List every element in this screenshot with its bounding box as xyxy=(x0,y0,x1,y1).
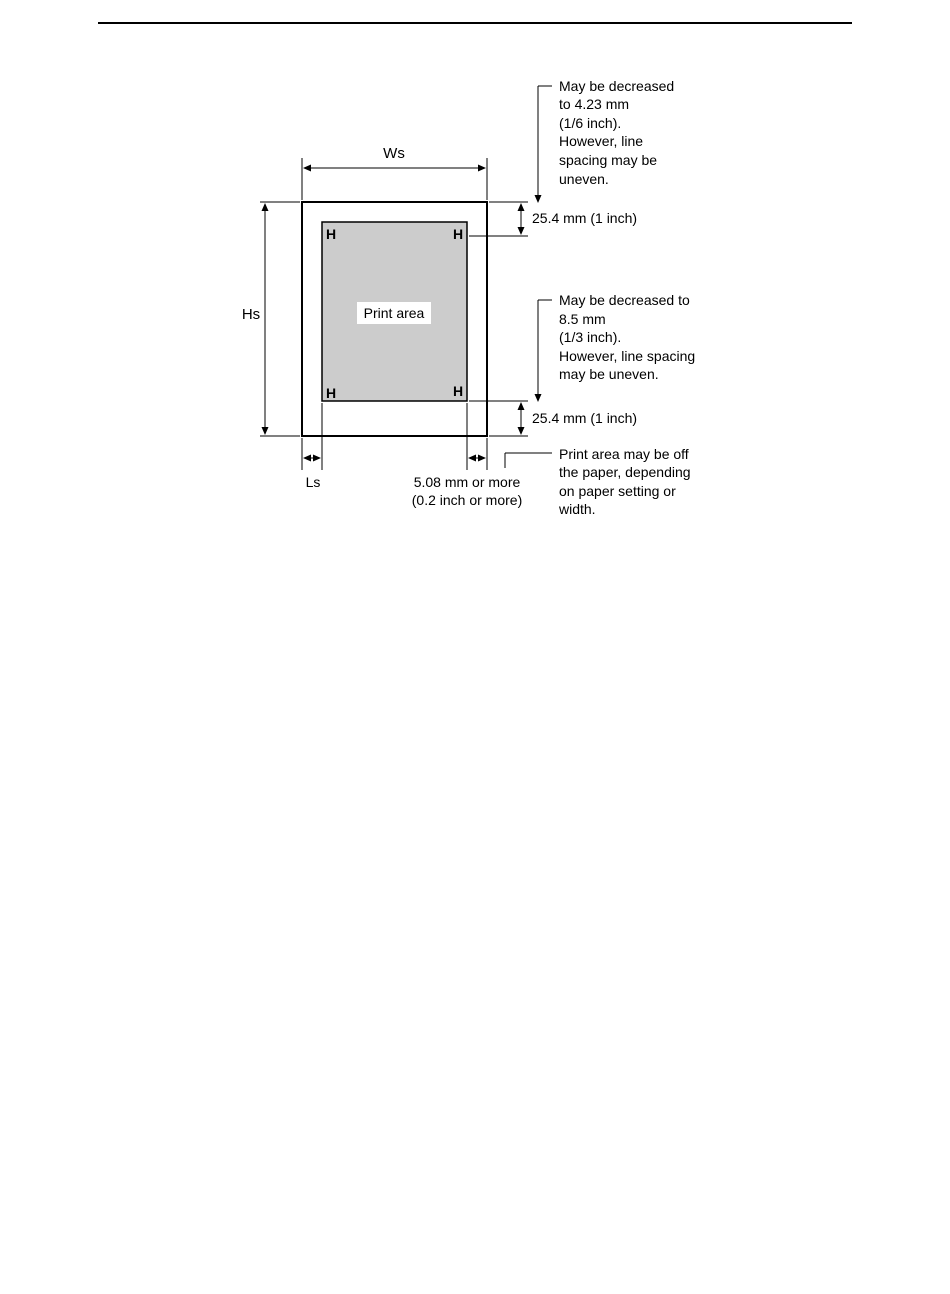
bottom-note-line: may be uneven. xyxy=(559,366,659,382)
ls-label: Ls xyxy=(305,474,321,490)
top-margin-label: 25.4 mm (1 inch) xyxy=(532,210,638,226)
right-note-line: Print area may be off xyxy=(559,446,689,462)
top-note-line: However, line xyxy=(559,133,644,149)
corner-mark-bottom-right: H xyxy=(453,383,464,399)
right-note-line: width. xyxy=(559,501,596,517)
ws-label: Ws xyxy=(383,145,405,162)
right-note-line: the paper, depending xyxy=(559,464,691,480)
corner-mark-top-left: H xyxy=(326,226,337,242)
corner-mark-bottom-left: H xyxy=(326,385,337,401)
right-note xyxy=(558,446,694,517)
top-note-line: to 4.23 mm xyxy=(559,96,630,112)
hs-label: Hs xyxy=(241,306,261,323)
right-margin-label-line1: 5.08 mm or more xyxy=(413,474,521,490)
top-note-line: spacing may be xyxy=(559,152,658,168)
bottom-note-line: May be decreased to xyxy=(559,292,690,308)
top-note-line: May be decreased xyxy=(559,78,675,94)
bottom-note-line: However, line spacing xyxy=(559,348,696,364)
right-margin-label-line2: (0.2 inch or more) xyxy=(411,492,523,508)
top-note-line: uneven. xyxy=(559,171,609,187)
bottom-note-line: 8.5 mm xyxy=(559,311,606,327)
right-note-line: on paper setting or xyxy=(559,483,676,499)
top-note xyxy=(559,78,678,187)
bottom-margin-label: 25.4 mm (1 inch) xyxy=(532,410,638,426)
corner-mark-top-right: H xyxy=(453,226,464,242)
bottom-note xyxy=(559,292,699,382)
bottom-note-line: (1/3 inch). xyxy=(559,329,622,345)
top-note-line: (1/6 inch). xyxy=(559,115,622,131)
print-area-label: Print area xyxy=(363,305,425,321)
